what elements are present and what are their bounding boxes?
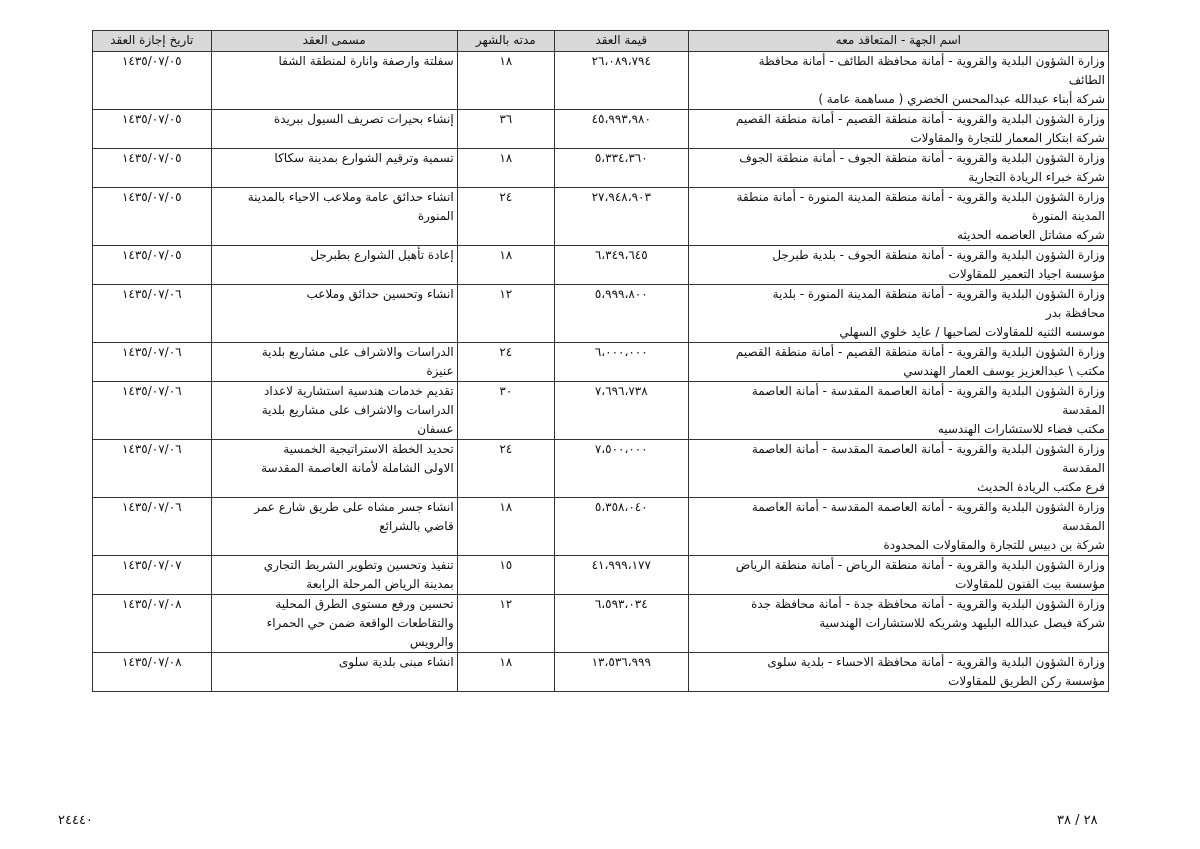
cell-date: ١٤٣٥/٠٧/٠٦ <box>93 343 212 382</box>
cell-title <box>211 52 457 110</box>
table-row <box>93 595 1109 653</box>
cell-duration: ١٢ <box>457 595 554 653</box>
title-line: والرويس <box>409 635 454 649</box>
table-row <box>93 110 1109 149</box>
header-value: قيمة العقد <box>554 31 688 52</box>
entity-line: شركة خبراء الريادة التجارية <box>968 170 1105 184</box>
cell-value: ٧،٦٩٦،٧٣٨ <box>554 382 688 440</box>
cell-entity <box>688 149 1108 188</box>
title-line: انشاء جسر مشاه على طريق شارع عمر <box>254 500 454 514</box>
cell-date: ١٤٣٥/٠٧/٠٦ <box>93 382 212 440</box>
cell-entity <box>688 246 1108 285</box>
page-number: ٢٨ / ٣٨ <box>1057 813 1098 828</box>
title-line: انشاء مبنى بلدية سلوى <box>338 655 454 669</box>
cell-date: ١٤٣٥/٠٧/٠٦ <box>93 440 212 498</box>
cell-date: ١٤٣٥/٠٧/٠٦ <box>93 498 212 556</box>
table-row <box>93 653 1109 692</box>
entity-line: وزارة الشؤون البلدية والقروية - أمانة العاصمة المقدسة - أمانة العاصمة <box>751 442 1105 456</box>
cell-entity <box>688 653 1108 692</box>
document-code: ٢٤٤٤٠ <box>58 813 93 828</box>
cell-title <box>211 382 457 440</box>
contracts-table <box>92 30 1109 692</box>
cell-entity <box>688 595 1108 653</box>
cell-entity <box>688 343 1108 382</box>
cell-value: ٧،٥٠٠،٠٠٠ <box>554 440 688 498</box>
entity-line: الطائف <box>1068 73 1105 87</box>
entity-line: مؤسسة اجياد التعمير للمقاولات <box>948 267 1105 281</box>
table-row <box>93 440 1109 498</box>
title-line: إعادة تأهيل الشوارع بطبرجل <box>310 248 454 262</box>
cell-entity <box>688 382 1108 440</box>
title-line: تسمية وترقيم الشوارع بمدينة سكاكا <box>274 151 454 165</box>
cell-value: ٤٥،٩٩٣،٩٨٠ <box>554 110 688 149</box>
title-line: عسفان <box>417 422 454 436</box>
entity-line: المقدسة <box>1062 519 1105 533</box>
cell-date: ١٤٣٥/٠٧/٠٨ <box>93 595 212 653</box>
cell-duration: ١٨ <box>457 653 554 692</box>
title-line: تنفيذ وتحسين وتطوير الشريط التجاري <box>263 558 454 572</box>
cell-entity <box>688 188 1108 246</box>
cell-duration: ١٢ <box>457 285 554 343</box>
cell-date: ١٤٣٥/٠٧/٠٥ <box>93 246 212 285</box>
entity-line: وزارة الشؤون البلدية والقروية - أمانة محافظة جدة - أمانة محافظة جدة <box>751 597 1105 611</box>
table-row <box>93 498 1109 556</box>
cell-entity <box>688 110 1108 149</box>
cell-date: ١٤٣٥/٠٧/٠٥ <box>93 188 212 246</box>
table-header-row <box>93 31 1109 52</box>
cell-title <box>211 285 457 343</box>
entity-line: موسسه الثنيه للمقاولات لصاحبها / عايد خلوي السهلي <box>839 325 1105 339</box>
table-row <box>93 149 1109 188</box>
entity-line: وزارة الشؤون البلدية والقروية - أمانة العاصمة المقدسة - أمانة العاصمة <box>751 384 1105 398</box>
cell-value: ٦،٥٩٣،٠٣٤ <box>554 595 688 653</box>
entity-line: فرع مكتب الريادة الحديث <box>977 480 1105 494</box>
cell-date: ١٤٣٥/٠٧/٠٦ <box>93 285 212 343</box>
entity-line: شركة بن دبيس للتجارة والمقاولات المحدودة <box>883 538 1105 552</box>
entity-line: وزارة الشؤون البلدية والقروية - أمانة منطقة الجوف - أمانة منطقة الجوف <box>739 151 1105 165</box>
cell-duration: ٣٦ <box>457 110 554 149</box>
entity-line: وزارة الشؤون البلدية والقروية - أمانة منطقة القصيم - أمانة منطقة القصيم <box>735 345 1105 359</box>
cell-date: ١٤٣٥/٠٧/٠٧ <box>93 556 212 595</box>
table-row <box>93 382 1109 440</box>
header-date: تاريخ إجازة العقد <box>93 31 212 52</box>
title-line: والتقاطعات الواقعة ضمن حي الحمراء <box>266 616 454 630</box>
cell-entity <box>688 285 1108 343</box>
cell-entity <box>688 498 1108 556</box>
cell-duration: ١٨ <box>457 498 554 556</box>
cell-entity <box>688 52 1108 110</box>
table-row <box>93 285 1109 343</box>
cell-title <box>211 110 457 149</box>
entity-line: مؤسسة ركن الطريق للمقاولات <box>948 674 1105 688</box>
entity-line: وزارة الشؤون البلدية والقروية - أمانة منطقة القصيم - أمانة منطقة القصيم <box>735 112 1105 126</box>
entity-line: شركة ابتكار المعمار للتجارة والمقاولات <box>910 131 1105 145</box>
cell-date: ١٤٣٥/٠٧/٠٥ <box>93 110 212 149</box>
cell-title <box>211 188 457 246</box>
cell-value: ٤١،٩٩٩،١٧٧ <box>554 556 688 595</box>
title-line: انشاء حدائق عامة وملاعب الاحياء بالمدينة <box>247 190 454 204</box>
entity-line: وزارة الشؤون البلدية والقروية - أمانة منطقة المدينة المنورة - أمانة منطقة <box>736 190 1105 204</box>
cell-duration: ٢٤ <box>457 343 554 382</box>
table-row <box>93 52 1109 110</box>
entity-line: المدينة المنورة <box>1031 209 1105 223</box>
cell-title <box>211 653 457 692</box>
cell-duration: ١٥ <box>457 556 554 595</box>
title-line: بمدينة الرياض المرحلة الرابعة <box>306 577 454 591</box>
entity-line: شركه مشاتل العاصمه الحديثه <box>957 228 1105 242</box>
table-row <box>93 556 1109 595</box>
header-duration: مدته بالشهر <box>457 31 554 52</box>
entity-line: وزارة الشؤون البلدية والقروية - أمانة منطقة الرياض - أمانة منطقة الرياض <box>735 558 1105 572</box>
cell-duration: ١٨ <box>457 246 554 285</box>
cell-title <box>211 595 457 653</box>
entity-line: مؤسسة بيت الفنون للمقاولات <box>955 577 1105 591</box>
title-line: الدراسات والاشراف على مشاريع بلدية <box>261 403 454 417</box>
cell-title <box>211 556 457 595</box>
cell-duration: ١٨ <box>457 149 554 188</box>
cell-value: ٥،٣٥٨،٠٤٠ <box>554 498 688 556</box>
cell-value: ٥،٣٣٤،٣٦٠ <box>554 149 688 188</box>
cell-title <box>211 440 457 498</box>
title-line: انشاء وتحسين حدائق وملاعب <box>306 287 454 301</box>
cell-date: ١٤٣٥/٠٧/٠٨ <box>93 653 212 692</box>
cell-date: ١٤٣٥/٠٧/٠٥ <box>93 149 212 188</box>
cell-value: ٦،٠٠٠،٠٠٠ <box>554 343 688 382</box>
title-line: تقديم خدمات هندسية استشارية لاعداد <box>264 384 454 398</box>
title-line: تحديد الخطة الاستراتيجية الخمسية <box>283 442 454 456</box>
title-line: المنورة <box>417 209 454 223</box>
cell-title <box>211 246 457 285</box>
table-row <box>93 188 1109 246</box>
cell-value: ١٣،٥٣٦،٩٩٩ <box>554 653 688 692</box>
table-body <box>93 52 1109 692</box>
entity-line: محافظة بدر <box>1045 306 1105 320</box>
cell-duration: ١٨ <box>457 52 554 110</box>
cell-entity <box>688 556 1108 595</box>
entity-line: وزارة الشؤون البلدية والقروية - أمانة محافظة الطائف - أمانة محافظة <box>758 54 1105 68</box>
cell-entity <box>688 440 1108 498</box>
cell-duration: ٢٤ <box>457 188 554 246</box>
header-title: مسمى العقد <box>211 31 457 52</box>
entity-line: شركة أبناء عبدالله عبدالمحسن الخضري ( مساهمة عامة ) <box>818 92 1105 106</box>
entity-line: وزارة الشؤون البلدية والقروية - أمانة منطقة الجوف - بلدية طبرجل <box>772 248 1105 262</box>
table-row <box>93 246 1109 285</box>
cell-duration: ٢٤ <box>457 440 554 498</box>
cell-date: ١٤٣٥/٠٧/٠٥ <box>93 52 212 110</box>
table-row <box>93 343 1109 382</box>
entity-line: وزارة الشؤون البلدية والقروية - أمانة منطقة المدينة المنورة - بلدية <box>772 287 1105 301</box>
entity-line: المقدسة <box>1062 461 1105 475</box>
cell-value: ٢٧،٩٤٨،٩٠٣ <box>554 188 688 246</box>
cell-value: ٦،٣٤٩،٦٤٥ <box>554 246 688 285</box>
entity-line: وزارة الشؤون البلدية والقروية - أمانة العاصمة المقدسة - أمانة العاصمة <box>751 500 1105 514</box>
title-line: سفلتة وارصفة وانارة لمنطقة الشفا <box>278 54 454 68</box>
cell-title <box>211 343 457 382</box>
title-line: تحسين ورفع مستوى الطرق المحلية <box>275 597 454 611</box>
cell-title <box>211 498 457 556</box>
title-line: الاولى الشاملة لأمانة العاصمة المقدسة <box>261 461 454 475</box>
title-line: عنيزة <box>426 364 454 378</box>
title-line: قاضي بالشرائع <box>379 519 454 533</box>
cell-value: ٥،٩٩٩،٨٠٠ <box>554 285 688 343</box>
title-line: إنشاء بحيرات تصريف السيول ببريدة <box>273 112 454 126</box>
entity-line: مكتب فضاء للاستشارات الهندسيه <box>937 422 1105 436</box>
entity-line: شركة فيصل عبدالله البليهد وشريكه للاستشارات الهندسية <box>819 616 1105 630</box>
header-entity: اسم الجهة - المتعاقد معه <box>688 31 1108 52</box>
entity-line: وزارة الشؤون البلدية والقروية - أمانة محافظة الاحساء - بلدية سلوى <box>767 655 1105 669</box>
cell-value: ٢٦،٠٨٩،٧٩٤ <box>554 52 688 110</box>
entity-line: المقدسة <box>1062 403 1105 417</box>
title-line: الدراسات والاشراف على مشاريع بلدية <box>261 345 454 359</box>
cell-title <box>211 149 457 188</box>
cell-duration: ٣٠ <box>457 382 554 440</box>
entity-line: مكتب \ عبدالعزيز يوسف العمار الهندسي <box>903 364 1105 378</box>
